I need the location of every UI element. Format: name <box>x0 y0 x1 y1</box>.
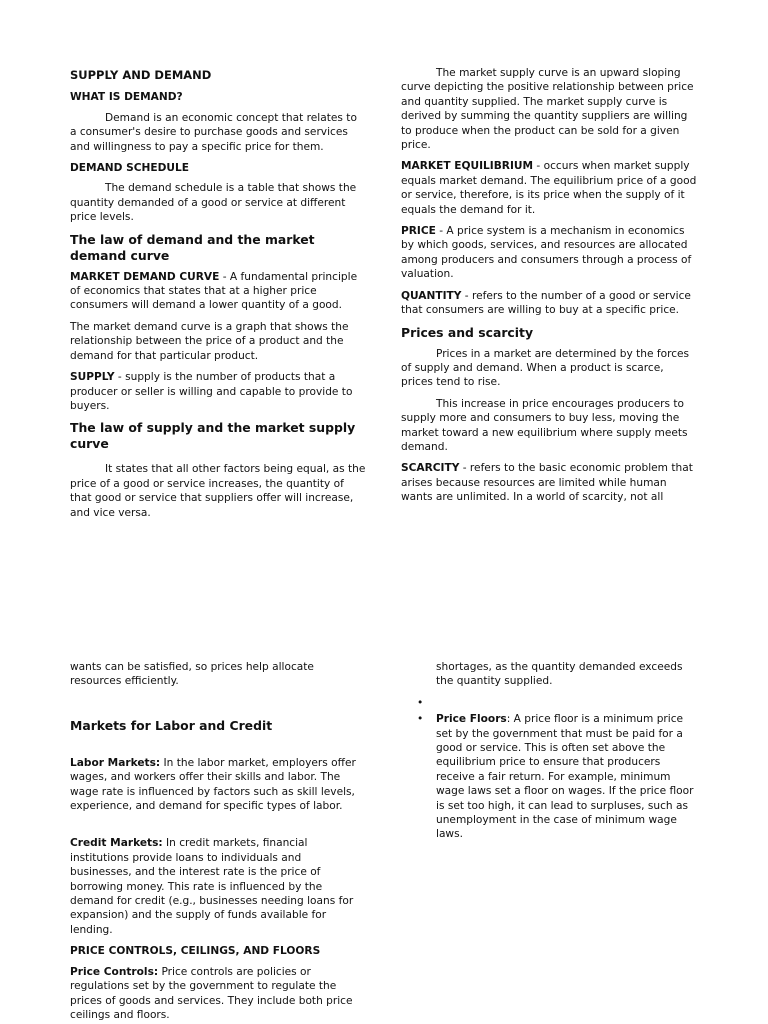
page1-right-column <box>401 66 697 512</box>
price-floors-text: : A price floor is a minimum price set by the government that must be paid for a good or service. This is often set above the equilibrium price to ensure that producers receive a fair return. For example, minimum wage laws set a floor on wages. If the price floor is set too high, it can lead to surpluses, such as unemployment in the case of minimum wage laws. <box>436 713 694 841</box>
document-page-2 <box>0 660 768 1024</box>
list-item-empty <box>417 696 697 710</box>
market-demand-curve-paragraph <box>70 270 366 313</box>
market-supply-curve-text: The market supply curve is an upward sloping curve depicting the positive relationship between price and quantity supplied. The market supply curve is derived by summing the quantity suppliers are willing to produce when the product can be sold for a given price. <box>401 67 694 152</box>
market-equilibrium-paragraph <box>401 159 697 217</box>
labor-markets-term: Labor Markets: <box>70 756 161 769</box>
credit-markets-paragraph <box>70 836 362 937</box>
prices-scarcity-text-2: This increase in price encourages producers to supply more and consumers to buy less, moving the market toward a new equilibrium where supply meets demand. <box>401 397 688 453</box>
scarcity-continuation: wants can be satisfied, so prices help allocate resources efficiently. <box>70 661 314 688</box>
page1-left-column <box>70 66 366 527</box>
quantity-term: QUANTITY <box>401 289 462 302</box>
scarcity-paragraph <box>401 461 697 504</box>
list-item-price-floors <box>417 712 697 842</box>
supply-term: SUPPLY <box>70 371 115 384</box>
law-of-supply-text: It states that all other factors being equal, as the price of a good or service increases, the quantity of that good or service that suppliers offer will increase, and vice versa. <box>70 463 366 519</box>
credit-markets-text: In credit markets, financial institutions provide loans to individuals and businesses, and the interest rate is the price of borrowing money. This rate is influenced by the demand for credit (e.g., businesses needing loans for expansion) and the supply of funds available for lending. <box>70 837 354 936</box>
law-of-supply-heading: The law of supply and the market supply curve <box>70 420 356 452</box>
demand-schedule-heading: DEMAND SCHEDULE <box>70 162 190 175</box>
supply-text: - supply is the number of products that a producer or seller is willing and capable to provide to buyers. <box>70 371 353 412</box>
price-paragraph <box>401 224 697 282</box>
price-term: PRICE <box>401 225 436 238</box>
demand-schedule-text: The demand schedule is a table that shows the quantity demanded of a good or service at different price levels. <box>70 182 357 224</box>
price-text: - A price system is a mechanism in economics by which goods, services, and resources are allocated among producers and consumers through a process of valuation. <box>401 225 692 281</box>
price-controls-term: Price Controls: <box>70 965 159 978</box>
document-title: SUPPLY AND DEMAND <box>70 68 212 82</box>
ceiling-continuation: shortages, as the quantity demanded exceeds the quantity supplied. <box>436 661 683 688</box>
bullet-icon: • <box>417 713 424 726</box>
price-floors-term: Price Floors <box>436 713 507 726</box>
market-demand-curve-text: - A fundamental principle of economics that states that at a higher price consumers will demand a lower quantity of a good. <box>70 270 358 312</box>
scarcity-text: - refers to the basic economic problem that arises because resources are limited while human wants are unlimited. In a world of scarcity, not all <box>401 462 693 504</box>
markets-labor-credit-heading: Markets for Labor and Credit <box>70 717 273 733</box>
bullet-icon: • <box>417 696 424 709</box>
price-controls-bullet-list <box>417 696 697 842</box>
quantity-text: - refers to the number of a good or service that consumers are willing to buy at a specific price. <box>401 289 691 317</box>
page2-left-column <box>70 660 362 1024</box>
market-equilibrium-text: - occurs when market supply equals market demand. The equilibrium price of a good or service, therefore, is its price when the supply of it equals the demand for it. <box>401 160 697 216</box>
labor-markets-paragraph <box>70 756 362 814</box>
quantity-paragraph <box>401 289 697 318</box>
credit-markets-term: Credit Markets: <box>70 837 163 850</box>
price-controls-paragraph <box>70 965 362 1023</box>
market-demand-curve-term: MARKET DEMAND CURVE <box>70 270 220 283</box>
law-of-demand-heading: The law of demand and the market demand curve <box>70 231 315 263</box>
what-is-demand-heading: WHAT IS DEMAND? <box>70 91 183 104</box>
price-controls-text: Price controls are policies or regulations set by the government to regulate the prices of goods and services. They include both price ceilings and floors. <box>70 965 353 1021</box>
prices-scarcity-text-1: Prices in a market are determined by the forces of supply and demand. When a product is scarce, prices tend to rise. <box>401 347 690 389</box>
supply-paragraph <box>70 370 366 413</box>
demand-definition: Demand is an economic concept that relates to a consumer's desire to purchase goods and services and willingness to pay a specific price for them. <box>70 111 357 153</box>
market-equilibrium-term: MARKET EQUILIBRIUM <box>401 160 534 173</box>
prices-and-scarcity-heading: Prices and scarcity <box>401 324 534 340</box>
price-controls-heading: PRICE CONTROLS, CEILINGS, AND FLOORS <box>70 945 321 958</box>
labor-markets-text: In the labor market, employers offer wages, and workers offer their skills and labor. The wage rate is influenced by factors such as skill levels, experience, and demand for specific types of labor. <box>70 756 356 813</box>
page2-right-column <box>417 660 697 844</box>
scarcity-term: SCARCITY <box>401 462 460 475</box>
market-demand-graph-text: The market demand curve is a graph that shows the relationship between the price of a product and the demand for that particular product. <box>70 320 349 362</box>
